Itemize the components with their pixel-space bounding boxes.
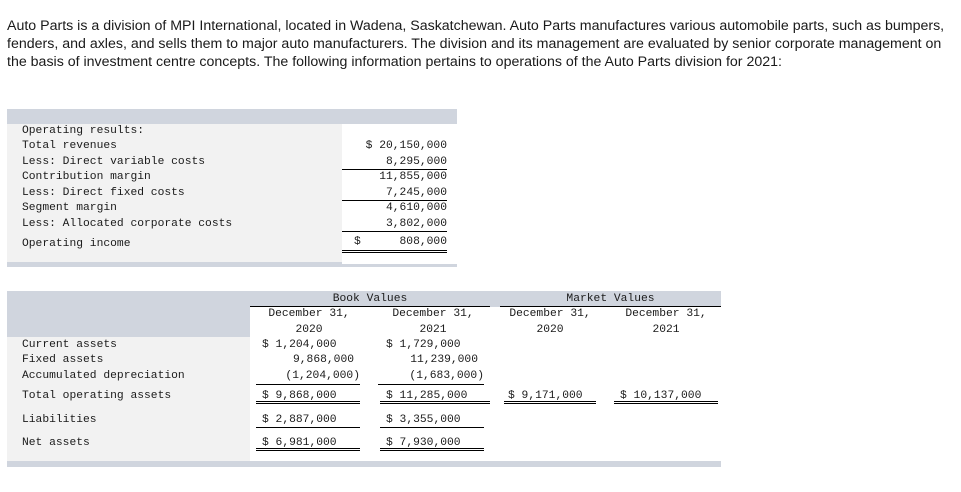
operating-value: 808,000: [399, 236, 447, 248]
col-head-market-2020-year: 2020: [536, 324, 564, 336]
book-2020-cell: (1,204,000): [256, 370, 360, 385]
assets-row-label: Net assets: [22, 437, 90, 449]
operating-value: 3,802,000: [342, 218, 447, 232]
book-2021-cell: 11,239,000: [410, 354, 478, 366]
book-values-header: Book Values: [250, 293, 490, 307]
book-2021-cell: $ 1,729,000: [386, 339, 461, 351]
operating-heading: Operating results:: [22, 125, 145, 137]
col-head-market-2021-year: 2021: [652, 324, 680, 336]
market-values-header: Market Values: [500, 293, 721, 307]
col-head-book-2021: December 31,: [392, 308, 474, 320]
operating-table-top-bar: [7, 109, 457, 124]
operating-row-label: Total revenues: [22, 140, 117, 152]
book-2020-cell: 9,868,000: [292, 354, 354, 366]
operating-value: $ 20,150,000: [365, 140, 447, 152]
col-head-book-2020: December 31,: [268, 308, 350, 320]
market-2020-cell: $ 9,171,000: [504, 390, 596, 404]
operating-row-label: Less: Direct variable costs: [22, 156, 206, 168]
book-2020-cell: $ 2,887,000: [256, 414, 360, 428]
book-2021-cell: $ 11,285,000: [380, 390, 490, 404]
operating-row-label: Contribution margin: [22, 171, 151, 183]
col-head-book-2021-year: 2021: [419, 324, 447, 336]
operating-value: 8,295,000: [342, 156, 447, 170]
assets-table-bottom-bar: [7, 461, 721, 467]
operating-row-label: Less: Allocated corporate costs: [22, 218, 233, 230]
operating-value: 7,245,000: [342, 187, 447, 201]
operating-row-label: Less: Direct fixed costs: [22, 187, 185, 199]
assets-row-label: Accumulated depreciation: [22, 370, 185, 382]
col-head-market-2021: December 31,: [625, 308, 707, 320]
operating-dollar-sign: $: [354, 236, 361, 248]
book-2021-cell: $ 7,930,000: [380, 437, 484, 451]
market-2021-cell: $ 10,137,000: [614, 390, 718, 404]
assets-row-label: Fixed assets: [22, 354, 104, 366]
assets-row-label: Liabilities: [22, 414, 97, 426]
assets-row-label: Current assets: [22, 339, 117, 351]
operating-row-label: Operating income: [22, 238, 131, 250]
book-2020-cell: $ 1,204,000: [262, 339, 337, 351]
operating-value: 4,610,000: [385, 202, 447, 214]
col-head-book-2020-year: 2020: [295, 324, 323, 336]
assets-row-label: Total operating assets: [22, 390, 172, 402]
col-head-market-2020: December 31,: [509, 308, 591, 320]
assets-label-band: [7, 307, 250, 337]
intro-paragraph: Auto Parts is a division of MPI International, located in Wadena, Saskatchewan. Auto Parts manufactures various automobile parts, such as bumpers, fenders, and axles, and sells them to major auto manufacturers. The division and its management are evaluated by senior corporate management on the basis of investment centre concepts. The following information pertains to operations of the Auto Parts division for 2021:: [7, 18, 945, 70]
operating-value: 11,855,000: [379, 171, 447, 183]
book-2021-cell: (1,683,000): [378, 370, 484, 385]
book-2021-cell: $ 3,355,000: [380, 414, 484, 428]
book-2020-cell: $ 9,868,000: [256, 390, 360, 404]
operating-row-label: Segment margin: [22, 202, 117, 214]
book-2020-cell: $ 6,981,000: [256, 437, 360, 451]
